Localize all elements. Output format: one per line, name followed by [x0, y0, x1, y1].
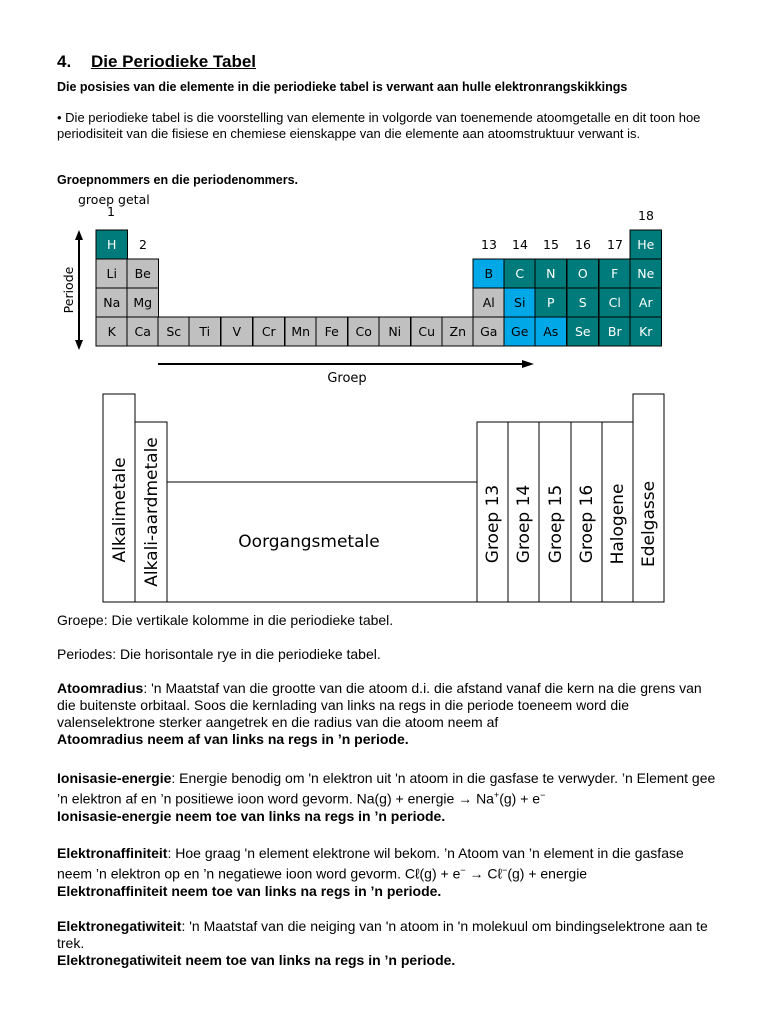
element-symbol-ti: Ti — [199, 324, 211, 339]
affiniteit-electron-charge: − — [460, 865, 466, 875]
affiniteit-text: : Hoe graag 'n element elektrone wil bekom. ’n Atoom van ’n element in die gasfase neem ’n elektron op en ’n negatiewe ioon word gevorm. Cℓ(g) + e — [57, 845, 684, 882]
element-symbol-ga: Ga — [480, 324, 498, 339]
group-number-15: 15 — [543, 237, 559, 252]
negatiwiteit-term: Elektronegatiwiteit — [57, 918, 182, 934]
section-number: 4. — [57, 52, 72, 71]
affiniteit-product: Cℓ — [487, 865, 503, 882]
element-symbol-kr: Kr — [639, 324, 653, 339]
atoomradius-trend: Atoomradius neem af van links na regs in ’n periode. — [57, 731, 409, 747]
group-number-14: 14 — [512, 237, 528, 252]
element-symbol-be: Be — [134, 266, 151, 281]
element-symbol-al: Al — [482, 295, 495, 310]
ionisasie-product-rest: (g) + e — [499, 790, 541, 807]
element-symbol-cr: Cr — [261, 324, 276, 339]
element-symbol-co: Co — [355, 324, 372, 339]
group-number-16: 16 — [575, 237, 591, 252]
ionisasie-trend: Ionisasie-energie neem toe van links na regs in ’n periode. — [57, 807, 446, 824]
ionisasie-arrow: → — [454, 790, 477, 807]
periode-label: Periode — [61, 266, 76, 314]
element-symbol-c: C — [515, 266, 525, 281]
g13-label: Groep 13 — [483, 484, 503, 564]
affiniteit-product-charge: − — [502, 865, 508, 875]
element-symbol-na: Na — [103, 295, 121, 310]
element-symbol-fe: Fe — [324, 324, 339, 339]
atoomradius-text: : 'n Maatstaf van die grootte van die atoom d.i. die afstand vanaf die kern na die grens van die buitenste orbitaal. Soos die kernlading van links na regs in die periode toeneem word die valenselektrone sterker aangetrek en die radius van die atoom neem af — [57, 680, 702, 730]
element-symbol-br: Br — [607, 324, 622, 339]
group-number-17: 17 — [607, 237, 623, 252]
subheading: Die posisies van die elemente in die periodieke tabel is verwant aan hulle elektronrangskikkings — [57, 80, 628, 94]
negatiwiteit-block — [57, 918, 717, 969]
element-symbol-li: Li — [106, 266, 117, 281]
affiniteit-block — [57, 845, 717, 900]
g14-label: Groep 14 — [514, 484, 534, 564]
element-symbol-cu: Cu — [418, 324, 436, 339]
element-symbol-ca: Ca — [134, 324, 151, 339]
element-symbol-si: Si — [514, 295, 526, 310]
g15-label: Groep 15 — [546, 484, 566, 564]
affiniteit-arrow: → — [465, 865, 488, 882]
group-number-2: 2 — [139, 237, 147, 252]
periode-arrow-head-up — [75, 230, 83, 240]
negatiwiteit-text: : 'n Maatstaf van die neiging van 'n atoom in 'n molekuul om bindingselektrone aan te trek. — [57, 918, 708, 951]
element-symbol-mg: Mg — [133, 295, 153, 310]
element-symbol-v: V — [232, 324, 242, 339]
ionisasie-electron-charge: − — [540, 790, 546, 800]
negatiwiteit-trend: Elektronegatiwiteit neem toe van links na regs in ’n periode. — [57, 952, 456, 968]
affiniteit-trend: Elektronaffiniteit neem toe van links na regs in ’n periode. — [57, 882, 442, 899]
element-symbol-sc: Sc — [166, 324, 182, 339]
atoomradius-term: Atoomradius — [57, 680, 144, 696]
g16-label: Groep 16 — [577, 484, 597, 564]
intro-paragraph: • Die periodieke tabel is die voorstelling van elemente in volgorde van toenemende atoomgetalle en dit toon hoe periodisiteit van die fisiese en chemiese eienskappe van die elemente aan atoomstruktuur verwant is. — [57, 110, 701, 141]
noble-label: Edelgasse — [639, 480, 659, 568]
group-number-18: 18 — [638, 208, 654, 223]
periode-arrow-head-down — [75, 340, 83, 350]
element-symbol-s: S — [578, 295, 587, 310]
ionisasie-product-charge: + — [493, 790, 500, 800]
element-symbol-as: As — [543, 324, 559, 339]
halogen-label: Halogene — [608, 483, 628, 565]
element-symbol-he: He — [637, 237, 655, 252]
element-symbol-f: F — [611, 266, 619, 281]
element-symbol-cl: Cl — [608, 295, 621, 310]
element-symbol-o: O — [577, 266, 588, 281]
atoomradius-block — [57, 680, 717, 748]
element-symbol-k: K — [107, 324, 116, 339]
ionisasie-term: Ionisasie-energie — [57, 770, 172, 786]
element-symbol-se: Se — [574, 324, 591, 339]
alkali-label: Alkalimetale — [110, 457, 130, 563]
ionisasie-product: Na — [476, 790, 494, 807]
element-symbol-h: H — [107, 237, 117, 252]
section-title: Die Periodieke Tabel — [91, 52, 257, 71]
affiniteit-product-rest: (g) + energie — [507, 865, 588, 882]
group-number-1: 1 — [107, 204, 115, 219]
periodes-definition: Periodes: Die horisontale rye in die periodieke tabel. — [57, 646, 381, 662]
element-symbol-mn: Mn — [291, 324, 311, 339]
element-symbol-n: N — [546, 266, 556, 281]
alkali-earth-label: Alkali-aardmetale — [142, 437, 162, 587]
element-symbol-ar: Ar — [638, 295, 653, 310]
ionisasie-text: : Energie benodig om 'n elektron uit 'n atoom in die gasfase te verwyder. ’n Element gee ’n elektron af en ’n positiewe ioon word gevorm. Na(g) + energie — [57, 770, 716, 807]
group-number-13: 13 — [481, 237, 497, 252]
transition-label: Oorgangsmetale — [238, 532, 380, 552]
element-symbol-ne: Ne — [637, 266, 655, 281]
groep-heading: Groepnommers en die periodenommers. — [57, 173, 299, 187]
element-symbol-b: B — [484, 266, 494, 281]
element-symbol-zn: Zn — [449, 324, 466, 339]
element-symbol-p: P — [546, 295, 555, 310]
groep-label: Groep — [327, 371, 367, 386]
element-symbol-ni: Ni — [388, 324, 402, 339]
element-symbol-ge: Ge — [511, 324, 529, 339]
ionisasie-block — [57, 770, 717, 825]
groep-getal-label: groep getal — [78, 192, 150, 207]
groepe-definition: Groepe: Die vertikale kolomme in die periodieke tabel. — [57, 612, 394, 628]
affiniteit-term: Elektronaffiniteit — [57, 845, 168, 861]
groep-arrow-head — [522, 360, 534, 368]
